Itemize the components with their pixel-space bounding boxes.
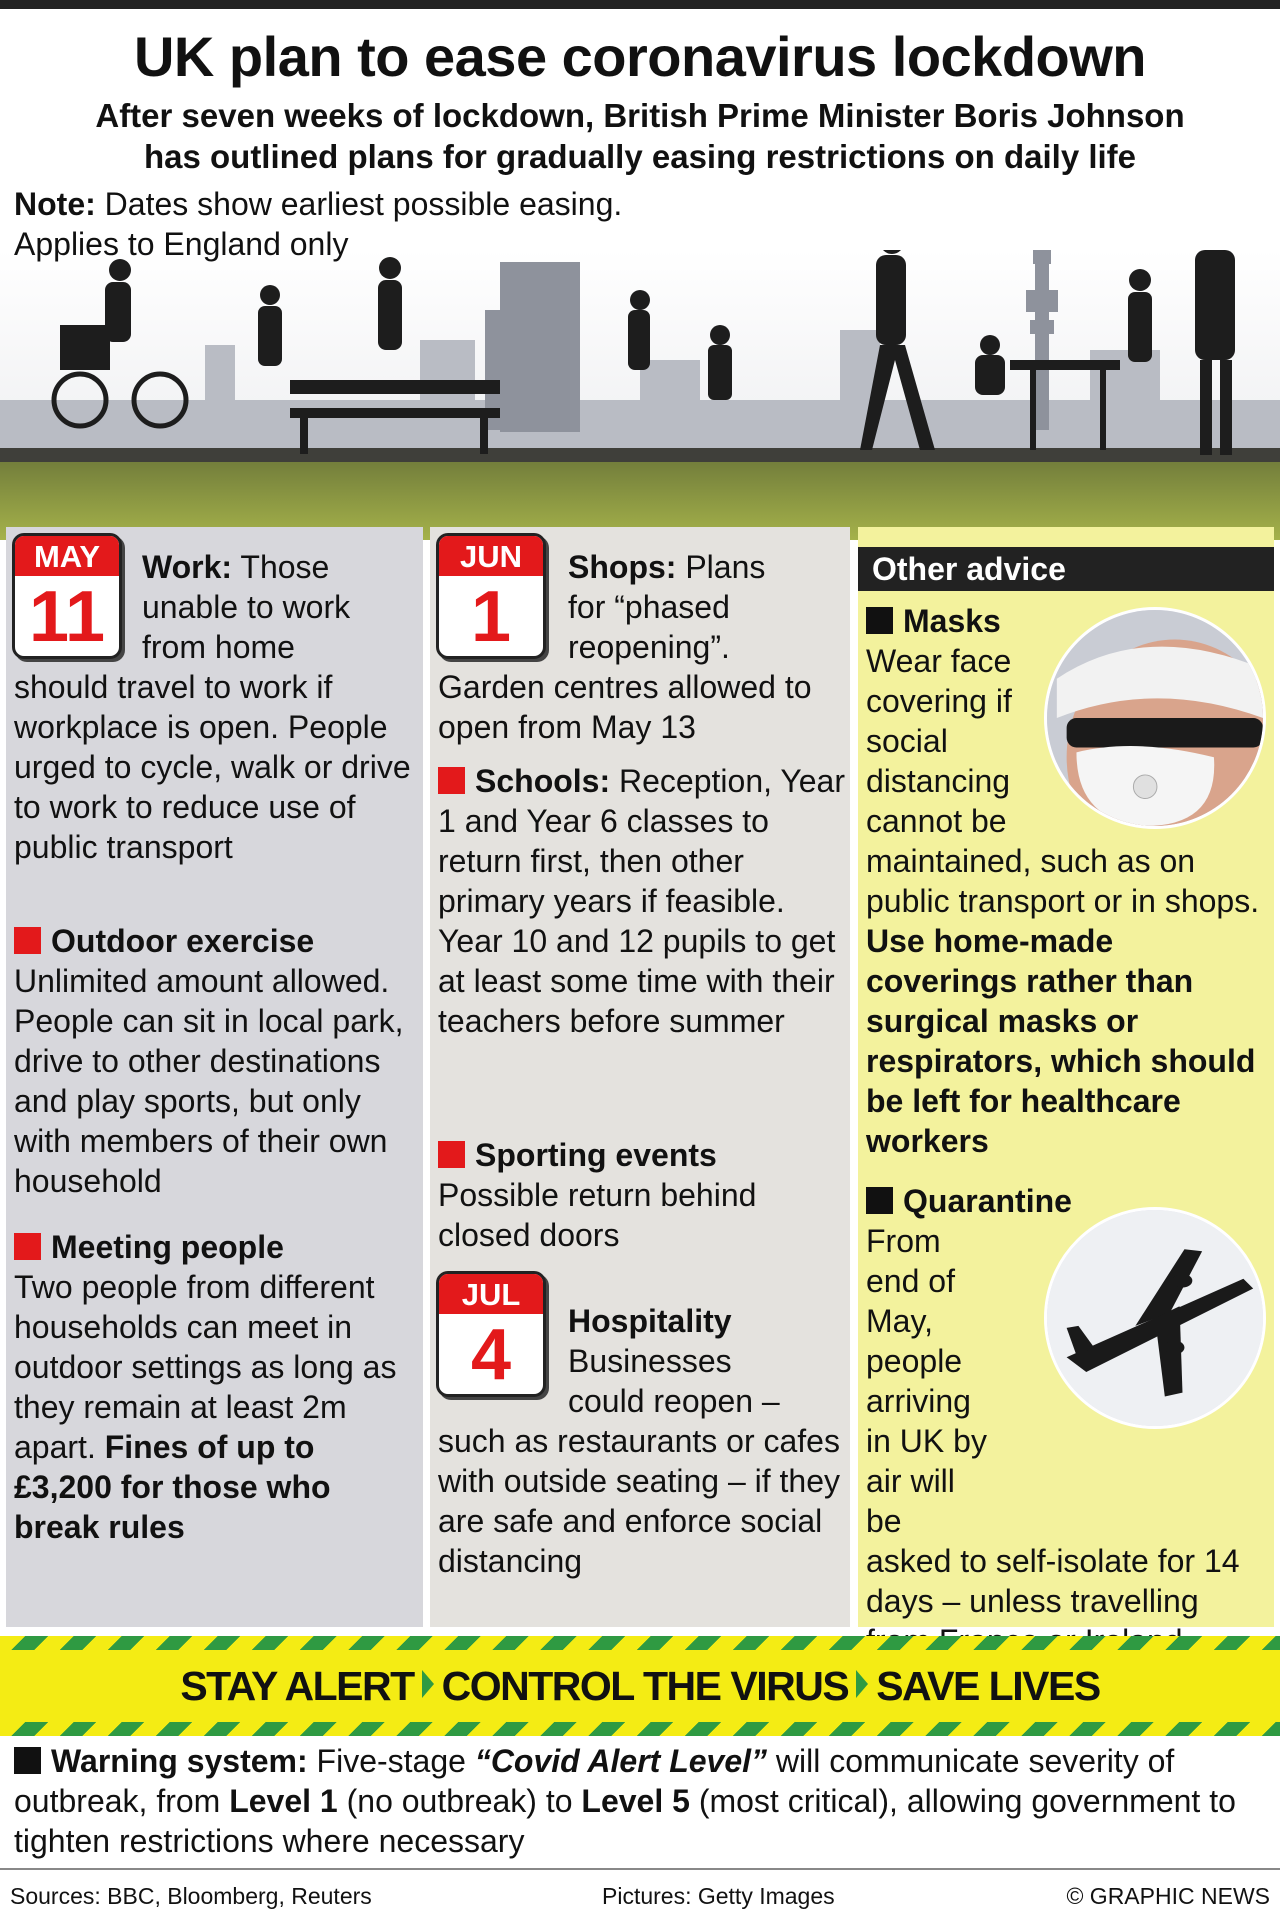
calendar-jun-1 — [436, 533, 546, 659]
schools-text: Reception, Year 1 and Year 6 classes to return first, then other primary years if feasible. Year 10 and 12 pupils to get at least some time with their teachers before summer — [438, 763, 845, 1039]
note-line-2: Applies to England only — [14, 226, 349, 262]
warning-level-5: Level 5 — [581, 1783, 690, 1819]
page-title: UK plan to ease coronavirus lockdown — [133, 25, 1146, 88]
meeting-text: Two people from different households can meet in outdoor settings as long as they remain at least 2m apart. — [14, 1269, 397, 1465]
calendar-day: 1 — [470, 577, 512, 657]
warning-text-c: (no outbreak) to — [346, 1783, 573, 1819]
slogan — [0, 1658, 1280, 1714]
red-square-icon — [438, 1141, 465, 1168]
exercise-section — [14, 921, 419, 1201]
hazard-stripes-top — [0, 1636, 1280, 1650]
work-body: should travel to work if workplace is open. People urged to cycle, walk or drive to work to reduce use of public transport — [14, 669, 411, 865]
warning-quote: “Covid Alert Level” — [474, 1743, 768, 1779]
slogan-part-1: STAY ALERT — [180, 1663, 414, 1709]
calendar-may-11 — [12, 533, 122, 659]
meeting-fines: Fines of up to £3,200 for those who break rules — [14, 1429, 331, 1545]
footer-pictures: Pictures: Getty Images — [602, 1883, 835, 1909]
sport-section — [438, 1135, 848, 1255]
footer-sources: Sources: BBC, Bloomberg, Reuters — [10, 1883, 372, 1909]
quarantine-text: asked to self-isolate for 14 days – unless travelling — [866, 1543, 1240, 1619]
meeting-heading: Meeting people — [51, 1229, 284, 1265]
masks-advice: Use home-made coverings rather than surgical masks or respirators, which should be left for healthcare workers — [866, 923, 1256, 1159]
column-may — [6, 527, 423, 1627]
hazard-stripes-bottom — [0, 1722, 1280, 1736]
exercise-heading: Outdoor exercise — [51, 923, 315, 959]
exercise-text: Unlimited amount allowed. People can sit in local park, drive to other destinations and play sports, but only with members of their own household — [14, 963, 404, 1199]
slogan-part-3: SAVE LIVES — [876, 1663, 1100, 1709]
note-line-1: Dates show earliest possible easing. — [104, 186, 623, 222]
airplane-photo — [1044, 1207, 1266, 1429]
column-other-advice — [858, 527, 1274, 1627]
stay-alert-banner — [0, 1636, 1280, 1736]
meeting-section — [14, 1227, 419, 1547]
sport-heading: Sporting events — [475, 1137, 717, 1173]
hospitality-body: such as restaurants or cafes with outside seating – if they are safe and enforce social distancing — [438, 1423, 841, 1579]
shops-heading: Shops: — [568, 549, 677, 585]
schools-heading: Schools: — [475, 763, 611, 799]
column-june-july — [430, 527, 850, 1627]
red-square-icon — [438, 767, 465, 794]
warning-text-d: (most critical), allowing government to tighten restrictions where necessary — [14, 1783, 1236, 1859]
quarantine-heading: Quarantine — [903, 1183, 1072, 1219]
schools-section — [438, 761, 848, 1041]
warning-label: Warning system: — [51, 1743, 308, 1779]
quarantine-text-short: From end of May, people arriving in UK by air will be — [866, 1223, 987, 1539]
work-text-b: unable to work — [142, 589, 351, 625]
masks-text: maintained, such as on public transport or in shops. — [866, 843, 1260, 919]
red-square-icon — [14, 1233, 41, 1260]
footer — [0, 1868, 1280, 1920]
calendar-day: 11 — [28, 577, 106, 657]
note — [14, 184, 622, 264]
chevron-right-icon — [856, 1670, 868, 1698]
calendar-jul-4 — [436, 1271, 546, 1397]
calendar-day: 4 — [470, 1315, 512, 1395]
calendar-month: JUN — [439, 536, 543, 576]
warning-text-a: Five-stage — [316, 1743, 466, 1779]
park-skyline-photo — [0, 250, 1280, 540]
work-text-a: Those — [240, 549, 330, 585]
hospitality-heading: Hospitality — [568, 1303, 732, 1339]
masked-man-photo — [1044, 607, 1266, 829]
black-square-icon — [14, 1747, 41, 1774]
hospitality-text-b: could reopen – — [568, 1383, 780, 1419]
chevron-right-icon — [422, 1670, 434, 1698]
calendar-month: MAY — [15, 536, 119, 576]
shops-body: Garden centres allowed to open from May 13 — [438, 669, 812, 745]
hospitality-intro — [568, 1301, 848, 1421]
sport-text: Possible return behind closed doors — [438, 1177, 757, 1253]
subtitle-line-2: has outlined plans for gradually easing restrictions on daily life — [143, 138, 1137, 175]
calendar-month: JUL — [439, 1274, 543, 1314]
work-text-c: from home — [142, 629, 295, 665]
masks-heading: Masks — [903, 603, 1001, 639]
shops-text-c: reopening”. — [568, 629, 730, 665]
masks-text-short: Wear face covering if social distancing cannot be — [866, 643, 1012, 839]
red-square-icon — [14, 927, 41, 954]
header — [0, 9, 1280, 177]
shops-text-a: Plans — [685, 549, 766, 585]
subtitle-line-1: After seven weeks of lockdown, British Prime Minister Boris Johnson — [95, 97, 1185, 134]
shops-intro — [568, 547, 848, 667]
black-square-icon — [866, 607, 893, 634]
warning-level-1: Level 1 — [229, 1783, 338, 1819]
black-square-icon — [866, 1187, 893, 1214]
shops-text-b: for “phased — [568, 589, 730, 625]
work-intro — [142, 547, 422, 667]
warning-text-b: will communicate severity of outbreak, from — [14, 1743, 1175, 1819]
other-advice-heading: Other advice — [858, 547, 1274, 591]
slogan-part-2: CONTROL THE VIRUS — [441, 1663, 849, 1709]
hospitality-text-a: Businesses — [568, 1343, 732, 1379]
top-rule — [0, 0, 1280, 9]
footer-credit: © GRAPHIC NEWS — [1066, 1883, 1270, 1909]
note-label: Note: — [14, 186, 96, 222]
warning-system — [14, 1741, 1274, 1861]
work-heading: Work: — [142, 549, 233, 585]
